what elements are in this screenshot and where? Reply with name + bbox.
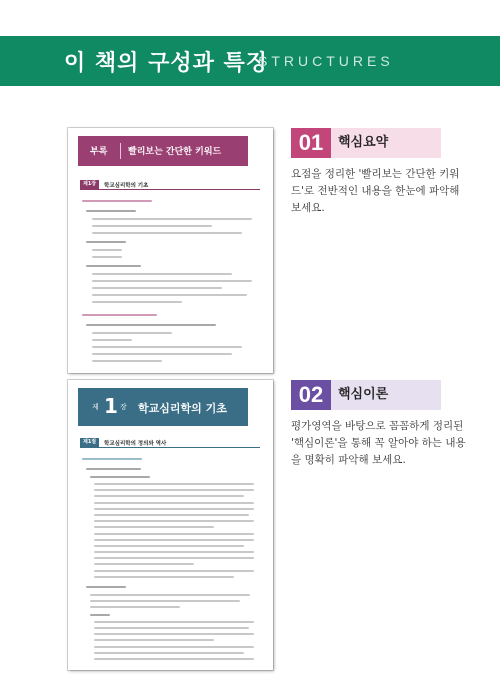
chapter-number: 1 xyxy=(104,394,118,418)
section-chip: 제1절 xyxy=(80,438,99,447)
chapter-banner xyxy=(78,388,248,426)
chapter-je: 제 xyxy=(92,403,99,411)
section-number-02: 02 xyxy=(291,380,331,410)
appendix-banner xyxy=(78,136,248,166)
section-number-01: 01 xyxy=(291,128,331,158)
chapter-chip: 제1장 xyxy=(80,180,99,189)
section-rule xyxy=(80,447,260,448)
section-description-summary: 요점을 정리한 '빨리보는 간단한 키워드'로 전반적인 내용을 한눈에 파악해 보세요. xyxy=(291,168,460,214)
header-band xyxy=(0,36,500,86)
chapter-rule xyxy=(80,189,260,190)
section-label-summary: 핵심요약 xyxy=(331,128,441,158)
chapter-title: 학교심리학의 기초 xyxy=(138,402,227,415)
sample-page-theory xyxy=(68,380,273,670)
chapter-heading: 학교심리학의 기초 xyxy=(104,183,149,189)
page-subtitle: STRUCTURES xyxy=(258,53,394,69)
section-description-theory: 평가영역을 바탕으로 꼼꼼하게 정리된 '핵심이론'을 통해 꼭 알아야 하는 내용을 명확히 파악해 보세요. xyxy=(291,420,466,466)
chapter-jang: 장 xyxy=(120,403,127,411)
section-bar xyxy=(80,438,260,447)
appendix-title: 빨리보는 간단한 키워드 xyxy=(128,147,222,157)
banner-divider xyxy=(120,143,121,159)
appendix-label: 부록 xyxy=(90,147,108,157)
section-heading: 학교심리학의 정의와 역사 xyxy=(104,441,167,447)
section-label-theory: 핵심이론 xyxy=(331,380,441,410)
sample-page-keyword xyxy=(68,128,273,373)
chapter-bar xyxy=(80,180,260,189)
page-title: 이 책의 구성과 특징 xyxy=(64,51,268,76)
